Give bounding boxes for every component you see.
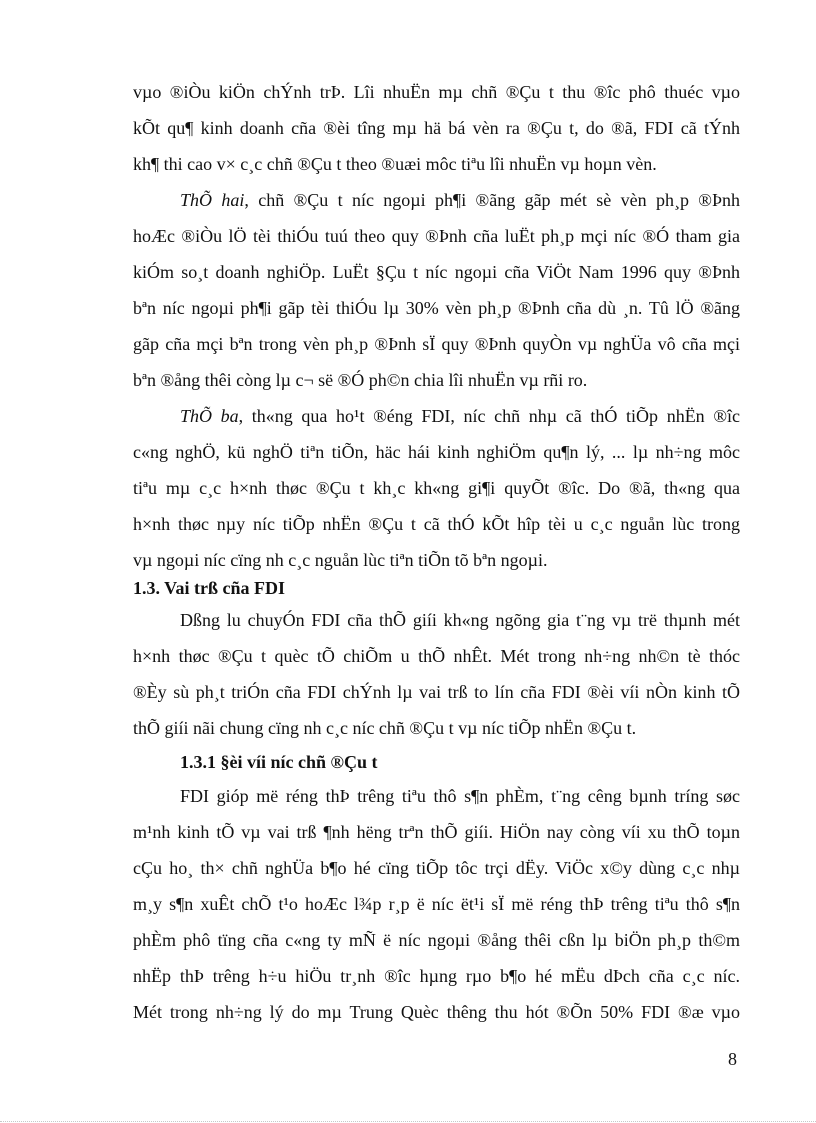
italic-lead: ThÕ hai (180, 190, 245, 210)
paragraph-line-tail: , chñ ®Çu t níc ngoµi ph¶i ®ãng gãp mét sè vèn ph¸p ®Þnh (244, 190, 740, 210)
paragraph-line: ®Èy sù ph¸t triÓn cña FDI chÝnh lµ vai trß to lín cña FDI ®èi víi nÒn kinh tÕ (133, 682, 740, 702)
paragraph-line: Mét trong nh÷ng lý do mµ Trung Quèc thêng thu hót ®Õn 50% FDI ®æ vµo (133, 1002, 740, 1022)
paragraph-line-tail: , th«ng qua ho¹t ®éng FDI, níc chñ nhµ cã thÓ tiÕp nhËn ®îc (238, 406, 740, 426)
paragraph-line: c«ng nghÖ, kü nghÖ tiªn tiÕn, häc hái kinh nghiÖm qu¶n lý, ... lµ nh÷ng môc (133, 442, 740, 462)
paragraph-line: tiªu mµ c¸c h×nh thøc ®Çu t kh¸c kh«ng gi¶i quyÕt ®îc. Do ®ã, th«ng qua (133, 478, 740, 498)
paragraph-line: h×nh thøc ®Çu t quèc tÕ chiÕm u thÕ nhÊt. Mét trong nh÷ng nh©n tè thóc (133, 646, 740, 666)
paragraph-line: nhËp thÞ trêng h÷u hiÖu tr¸nh ®îc hµng rµo b¶o hé mËu dÞch cña c¸c níc. (133, 966, 740, 986)
paragraph-line: gãp cña mçi bªn trong vèn ph¸p ®Þnh sÏ quy ®Þnh quyÒn vµ nghÜa vô cña mçi (133, 334, 740, 354)
page-number: 8 (728, 1049, 737, 1069)
paragraph-line: m¸y s¶n xuÊt chÕ t¹o hoÆc l¾p r¸p ë níc ët¹i sÏ më réng thÞ trêng tiªu thô s¶n (133, 894, 740, 914)
italic-lead: ThÕ ba (180, 406, 239, 426)
paragraph-line: kiÓm so¸t doanh nghiÖp. LuËt §Çu t níc ngoµi cña ViÖt Nam 1996 quy ®Þnh (133, 262, 740, 282)
paragraph-line: FDI gióp më réng thÞ trêng tiªu thô s¶n phÈm, t¨ng cêng bµnh tríng søc (180, 786, 740, 806)
paragraph-line-italic-lead (180, 182, 740, 218)
paragraph-line: h×nh thøc nµy níc tiÕp nhËn ®Çu t cã thÓ kÕt hîp tèi u c¸c nguån lùc trong (133, 514, 740, 534)
paragraph-line: phÈm phô tïng cña c«ng ty mÑ ë níc ngoµi ®ång thêi cßn lµ biÖn ph¸p th©m (133, 930, 740, 950)
paragraph-line: vµo ®iÒu kiÖn chÝnh trÞ. Lîi nhuËn mµ chñ ®Çu t thu ®îc phô thuéc vµo (133, 82, 740, 102)
paragraph-line: hoÆc ®iÒu lÖ tèi thiÓu tuú theo quy ®Þnh cña luËt ph¸p mçi níc ®Ó tham gia (133, 226, 740, 246)
page-bottom-rule (0, 1121, 816, 1122)
paragraph-line: thÕ giíi nãi chung cïng nh c¸c níc chñ ®Çu t vµ níc tiÕp nhËn ®Çu t. (133, 718, 637, 738)
section-heading: 1.3. Vai trß cña FDI (133, 578, 286, 598)
paragraph-line: kÕt qu¶ kinh doanh cña ®èi tîng mµ hä bá vèn ra ®Çu t, do ®ã, FDI cã tÝnh (133, 118, 740, 138)
paragraph-line: m¹nh kinh tÕ vµ vai trß ¶nh hëng trªn thÕ giíi. HiÖn nay còng víi xu thÕ toµn (133, 822, 740, 842)
paragraph-line: cÇu ho¸ th× chñ nghÜa b¶o hé cïng tiÕp tôc trçi dËy. ViÖc x©y dùng c¸c nhµ (133, 858, 740, 878)
paragraph-line: vµ ngoµi níc cïng nh c¸c nguån lùc tiªn tiÕn tõ bªn ngoµi. (133, 550, 548, 570)
paragraph-line: bªn níc ngoµi ph¶i gãp tèi thiÓu lµ 30% vèn ph¸p ®Þnh cña dù ¸n. Tû lÖ ®ãng (133, 298, 740, 318)
paragraph-line: kh¶ thi cao v× c¸c chñ ®Çu t theo ®uæi môc tiªu lîi nhuËn vµ hoµn vèn. (133, 154, 657, 174)
subsection-heading: 1.3.1 §èi víi níc chñ ®Çu t (180, 752, 378, 772)
paragraph-line: bªn ®ång thêi còng lµ c¬ së ®Ó ph©n chia lîi nhuËn vµ rñi ro. (133, 370, 588, 390)
paragraph-line: Dßng lu chuyÓn FDI cña thÕ giíi kh«ng ngõng gia t¨ng vµ trë thµnh mét (180, 610, 740, 630)
paragraph-line-italic-lead (180, 398, 740, 434)
